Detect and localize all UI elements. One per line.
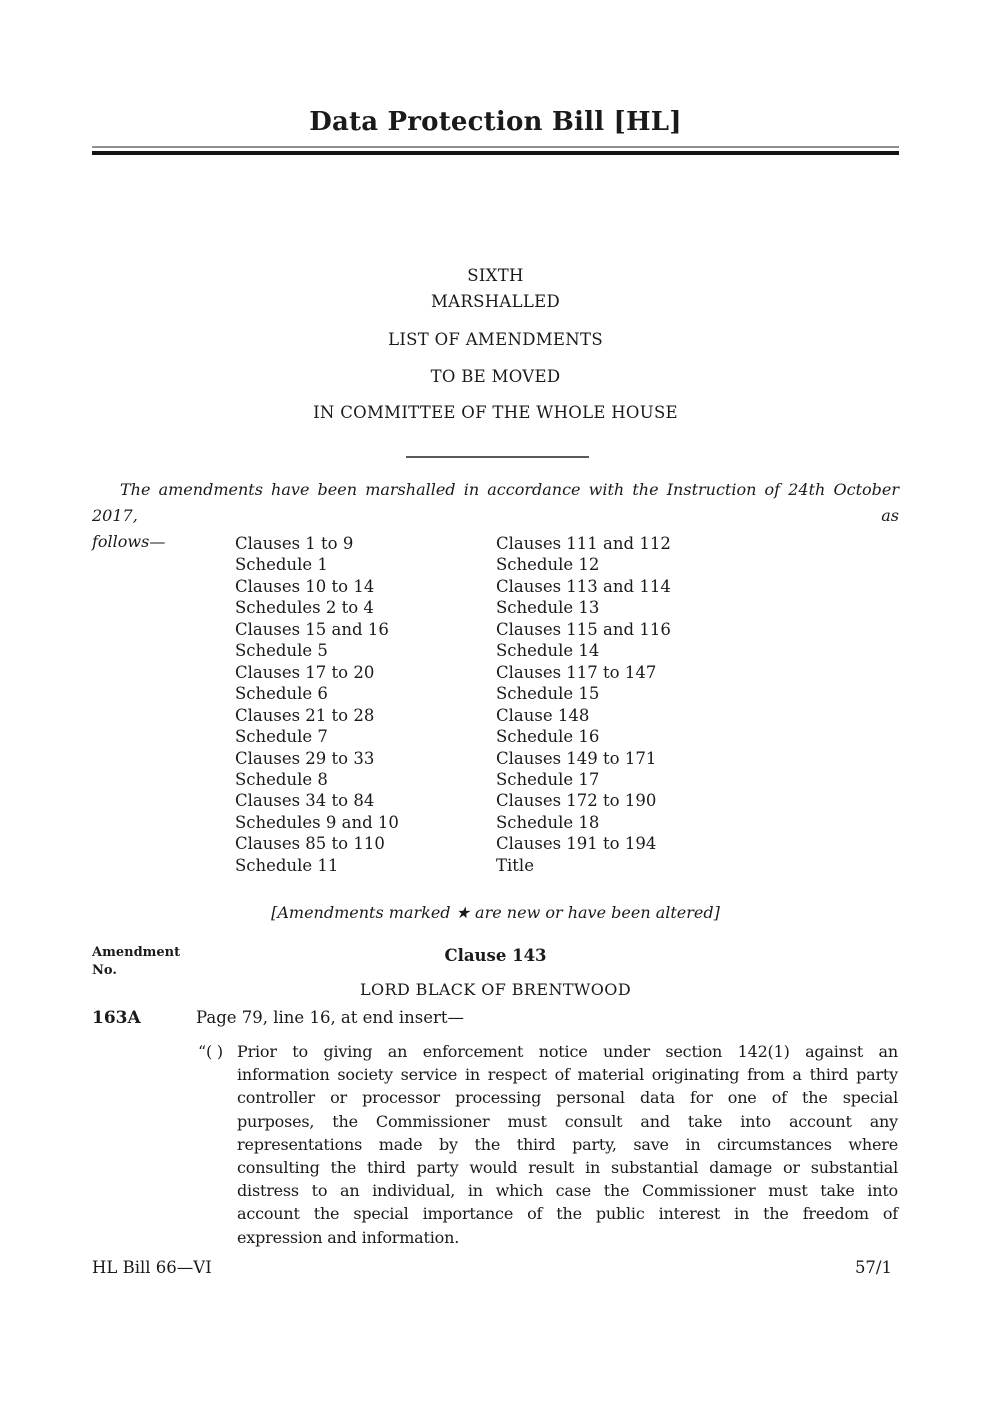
order-list-item: Schedule 17: [496, 769, 600, 789]
order-list-item: Schedules 2 to 4: [235, 598, 374, 618]
order-list-item: Clauses 15 and 16: [235, 619, 389, 639]
order-list-item: Schedule 13: [496, 598, 600, 618]
amendment-text-line: controller or processor processing personal data for one of the special: [237, 1088, 898, 1108]
order-list-item: Clause 148: [496, 705, 590, 725]
order-list-item: Clauses 149 to 171: [496, 748, 657, 768]
star-legend-note: [Amendments marked ★ are new or have been altered]: [271, 903, 720, 922]
amendment-text-line: representations made by the third party, save in circumstances where: [237, 1134, 898, 1154]
order-list-item: Schedule 5: [235, 641, 328, 661]
order-list-item: Schedule 15: [496, 684, 600, 704]
amendment-no-label-line1: Amendment: [92, 945, 181, 960]
order-list-item: Clauses 34 to 84: [235, 791, 375, 811]
amendment-text-line: Prior to giving an enforcement notice under section 142(1) against an: [237, 1042, 898, 1061]
amendment-no-label-line2: No.: [92, 963, 117, 978]
bill-title: Data Protection Bill [HL]: [309, 107, 682, 137]
amendment-text-line: expression and information.: [237, 1227, 460, 1247]
order-list-item: Clauses 29 to 33: [235, 748, 375, 768]
order-list-item: Schedule 1: [235, 555, 328, 575]
amendment-instruction: Page 79, line 16, at end insert—: [196, 1008, 464, 1027]
section-separator-rule: [406, 456, 589, 458]
order-list-item: Clauses 111 and 112: [496, 534, 671, 553]
order-list-item: Clauses 21 to 28: [235, 705, 375, 725]
clause-heading: Clause 143: [444, 946, 547, 965]
amendment-text-line: account the special importance of the public interest in the freedom of: [237, 1204, 898, 1224]
footer-bill-reference: HL Bill 66—VI: [92, 1258, 212, 1277]
amendment-text-line: distress to an individual, in which case the Commissioner must take into: [237, 1181, 898, 1201]
amendment-text-block: [198, 1040, 898, 1249]
marshalling-order-list: [235, 533, 826, 876]
order-list-item: Schedules 9 and 10: [235, 812, 399, 832]
amendment-number: 163A: [92, 1008, 141, 1028]
order-list-item: Schedule 12: [496, 555, 600, 575]
amendment-text-line: consulting the third party would result in substantial damage or substantial: [237, 1158, 898, 1178]
order-list-item: Schedule 8: [235, 769, 328, 789]
amendment-text-line: information society service in respect of material originating from a third party: [237, 1065, 898, 1085]
order-list-item: Clauses 1 to 9: [235, 534, 354, 553]
order-list-item: Clauses 17 to 20: [235, 662, 375, 682]
order-list-item: Clauses 10 to 14: [235, 576, 375, 596]
order-list-item: Title: [496, 855, 534, 875]
order-list-item: Schedule 11: [235, 855, 339, 875]
heading-list-of-amendments: LIST OF AMENDMENTS: [388, 330, 603, 349]
order-list-right-column: [496, 533, 826, 876]
heading-sixth: SIXTH: [467, 266, 524, 285]
heading-marshalled: MARSHALLED: [430, 292, 561, 311]
order-list-left-column: [235, 533, 496, 876]
amendment-text-line: purposes, the Commissioner must consult and take into account any: [237, 1111, 898, 1131]
order-list-item: Schedule 14: [496, 641, 600, 661]
footer-page-reference: 57/1: [854, 1258, 892, 1277]
order-list-item: Schedule 18: [496, 812, 600, 832]
quote-open-marker: “( ): [198, 1042, 223, 1061]
page-footer: [92, 1258, 892, 1277]
order-list-item: Schedule 7: [235, 727, 328, 747]
header-rule-thin: [92, 146, 899, 148]
order-list-item: Clauses 85 to 110: [235, 834, 385, 854]
heading-to-be-moved: TO BE MOVED: [430, 367, 561, 386]
order-list-item: Clauses 113 and 114: [496, 576, 671, 596]
heading-committee: IN COMMITTEE OF THE WHOLE HOUSE: [313, 403, 678, 422]
mover-name: LORD BLACK OF BRENTWOOD: [359, 980, 632, 999]
amendment-text-lines: [237, 1040, 898, 1249]
order-list-item: Schedule 16: [496, 727, 600, 747]
order-list-item: Clauses 191 to 194: [496, 834, 657, 854]
marshalling-note-line: follows—: [92, 532, 166, 551]
order-list-item: Clauses 117 to 147: [496, 662, 657, 682]
marshalling-note-line: The amendments have been marshalled in accordance with the Instruction of 24th October 2017, as: [92, 480, 899, 525]
header-rule-thick: [92, 151, 899, 155]
order-list-item: Clauses 115 and 116: [496, 619, 671, 639]
order-list-item: Clauses 172 to 190: [496, 791, 657, 811]
order-list-item: Schedule 6: [235, 684, 328, 704]
